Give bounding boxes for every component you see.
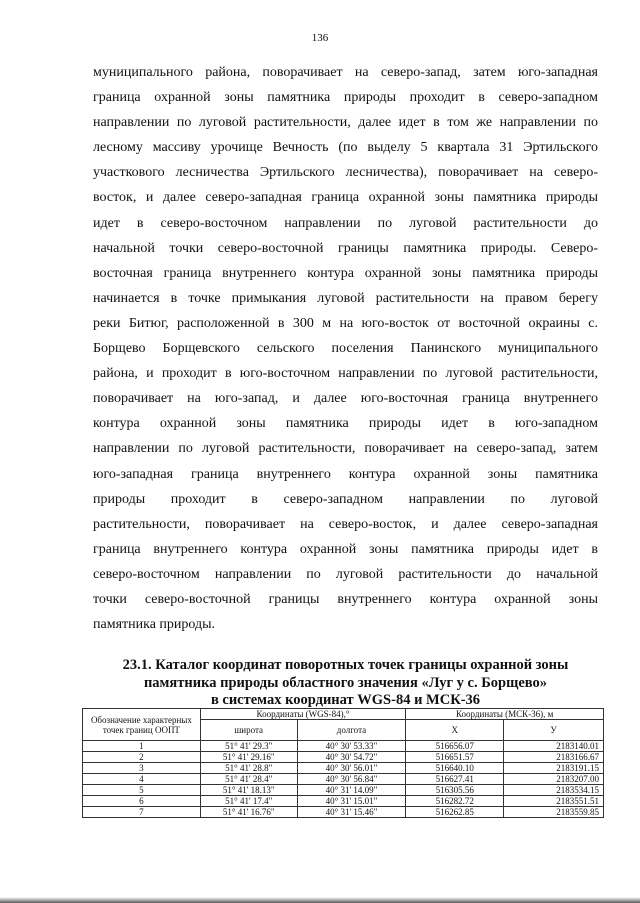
paragraph-line: памятника природы.: [93, 617, 216, 633]
cell-lon: 40° 31' 15.01": [297, 796, 406, 807]
cell-x: 516262.85: [406, 807, 504, 818]
header-point: Обозначение характерных точек границ ООПТ: [83, 709, 201, 741]
cell-x: 516627.41: [406, 774, 504, 785]
paragraph-line: граница внутреннего контура охранной зоны памятника природы идет в: [93, 541, 598, 557]
paragraph-line: муниципального района, поворачивает на северо-запад, затем юго-западная: [93, 65, 598, 80]
header-x: X: [406, 720, 504, 741]
cell-lat: 51° 41' 18.13": [200, 785, 297, 796]
cell-lon: 40° 31' 15.46": [297, 807, 406, 818]
cell-n: 3: [83, 763, 201, 774]
cell-n: 1: [83, 741, 201, 752]
cell-lat: 51° 41' 29.3": [200, 741, 297, 752]
paragraph-line: поворачивает на юго-запад, и далее юго-восточная граница внутреннего: [93, 391, 598, 407]
paragraph-line: идет в северо-восточном направлении по луговой растительности до: [93, 215, 598, 231]
table-row: [83, 796, 604, 807]
table-row: [83, 774, 604, 785]
cell-y: 2183207.00: [504, 774, 604, 785]
cell-n: 2: [83, 752, 201, 763]
table-row: [83, 785, 604, 796]
paragraph-line: Борщево Борщевского сельского поселения Панинского муниципального: [93, 341, 598, 357]
cell-y: 2183140.01: [504, 741, 604, 752]
cell-y: 2183191.15: [504, 763, 604, 774]
section-title-line: 23.1. Каталог координат поворотных точек границы охранной зоны: [122, 657, 569, 673]
section-title-line: в системах координат WGS-84 и МСК-36: [210, 692, 481, 708]
paragraph-line: участкового лесничества Эртильского лесничества), поворачивает на северо-: [93, 165, 598, 181]
paragraph-line: района, и проходит в юго-восточном направлении по луговой растительности,: [93, 366, 598, 382]
cell-lat: 51° 41' 28.4": [200, 774, 297, 785]
paragraph-line: граница охранной зоны памятника природы проходит в северо-западном: [93, 90, 598, 106]
cell-lon: 40° 31' 14.09": [297, 785, 406, 796]
cell-lat: 51° 41' 17.4": [200, 796, 297, 807]
paragraph-line: реки Битюг, расположенной в 300 м на юго-восток от восточной окраины с.: [93, 315, 598, 331]
cell-lon: 40° 30' 53.33": [297, 741, 406, 752]
cell-x: 516305.56: [406, 785, 504, 796]
paragraph-line: направлении по луговой растительности, поворачивает на северо-запад, затем: [93, 441, 598, 457]
cell-x: 516282.72: [406, 796, 504, 807]
paragraph-line: контура охранной зоны памятника природы идет в юго-западном: [93, 416, 598, 432]
header-y: У: [504, 720, 604, 741]
cell-lat: 51° 41' 29.16": [200, 752, 297, 763]
cell-lon: 40° 30' 54.72": [297, 752, 406, 763]
cell-lon: 40° 30' 56.84": [297, 774, 406, 785]
cell-lon: 40° 30' 56.01": [297, 763, 406, 774]
header-latitude: широта: [200, 720, 297, 741]
page-number: 136: [311, 32, 329, 44]
cell-n: 7: [83, 807, 201, 818]
table-row: [83, 741, 604, 752]
table-row: [83, 807, 604, 818]
paragraph-line: точки северо-восточной границы внутреннего контура охранной зоны: [93, 591, 598, 607]
paragraph-line: растительности, поворачивает на северо-восток, и далее северо-западная: [93, 516, 598, 532]
table-row: [83, 763, 604, 774]
paragraph-line: северо-восточном направлении по луговой растительности до начальной: [93, 566, 598, 582]
paragraph-line: восток, и далее северо-западная граница охранной зоны памятника природы: [93, 190, 598, 206]
paragraph-line: юго-западная граница внутреннего контура охранной зоны памятника: [93, 466, 598, 482]
cell-x: 516651.57: [406, 752, 504, 763]
scan-edge: [0, 897, 640, 903]
header-msk: Координаты (МСК-36), м: [406, 709, 604, 720]
cell-y: 2183534.15: [504, 785, 604, 796]
cell-lat: 51° 41' 16.76": [200, 807, 297, 818]
cell-y: 2183166.67: [504, 752, 604, 763]
header-longitude: долгота: [297, 720, 406, 741]
cell-lat: 51° 41' 28.8": [200, 763, 297, 774]
paragraph-line: восточная граница внутреннего контура охранной зоны памятника природы: [93, 265, 598, 281]
header-wgs: Координаты (WGS-84),°: [200, 709, 406, 720]
table-row: [83, 752, 604, 763]
paragraph-line: начальной точки северо-восточной границы памятника природы. Северо-: [93, 240, 598, 256]
section-title-line: памятника природы областного значения «Луг у с. Борщево»: [143, 674, 548, 691]
cell-y: 2183551.51: [504, 796, 604, 807]
cell-y: 2183559.85: [504, 807, 604, 818]
cell-x: 516656.07: [406, 741, 504, 752]
paragraph-line: направлении по луговой растительности, далее идет в том же направлении по: [93, 115, 598, 131]
cell-x: 516640.10: [406, 763, 504, 774]
paragraph-line: природы проходит в северо-западном направлении по луговой: [93, 491, 598, 507]
table-body: [83, 741, 604, 818]
paragraph-line: начинается в точке примыкания луговой растительности на правом берегу: [93, 290, 598, 306]
cell-n: 4: [83, 774, 201, 785]
body-paragraph: [93, 60, 598, 637]
paragraph-line: лесному массиву урочище Вечность (по выделу 5 квартала 31 Эртильского: [93, 140, 598, 156]
cell-n: 5: [83, 785, 201, 796]
section-title: [93, 657, 598, 710]
cell-n: 6: [83, 796, 201, 807]
coordinates-table: [82, 708, 604, 818]
